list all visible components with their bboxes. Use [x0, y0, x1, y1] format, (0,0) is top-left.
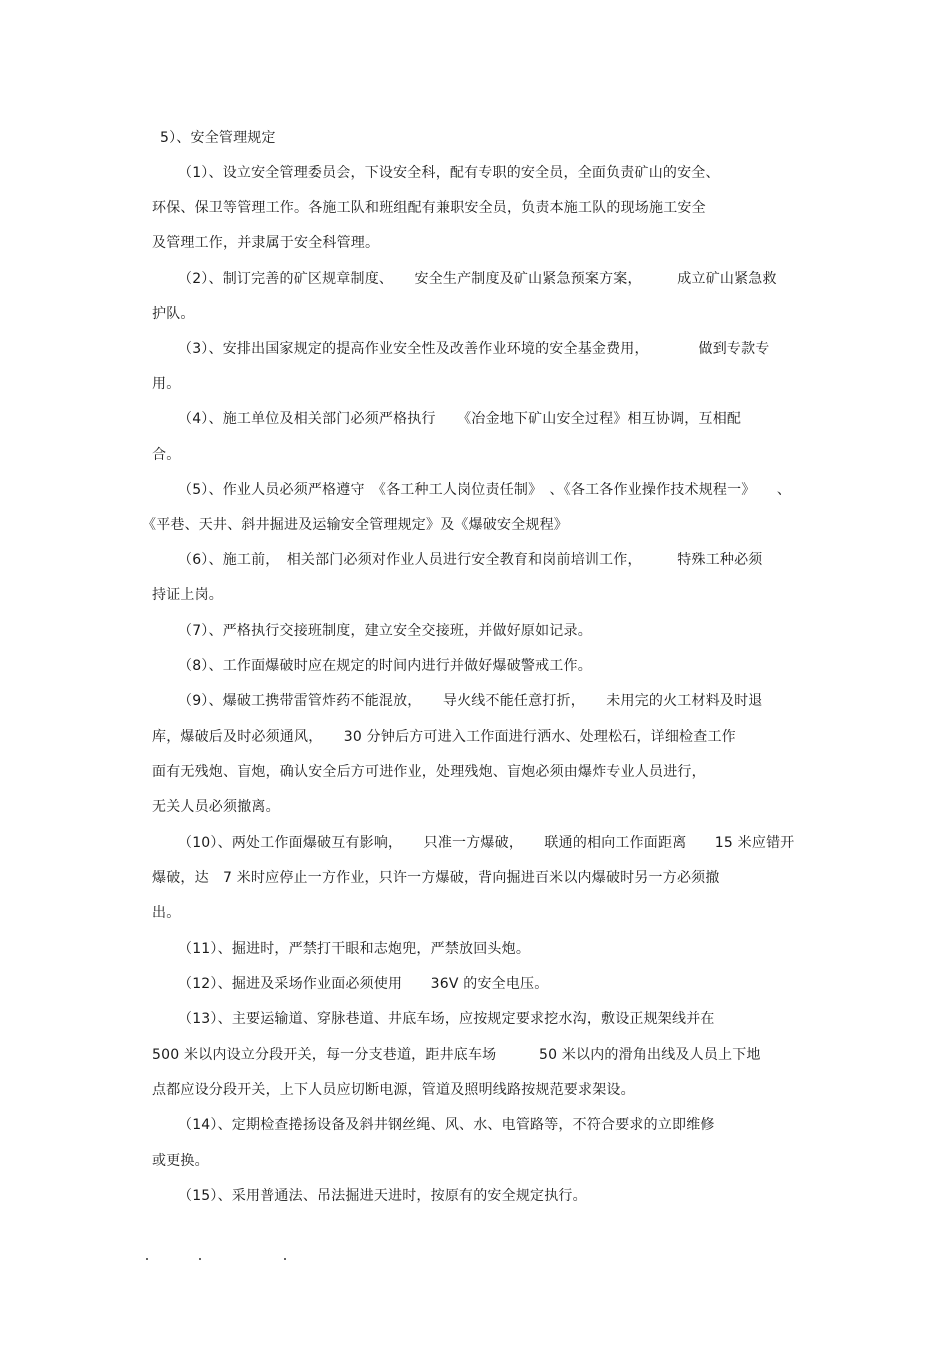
text-line: （1）、设立安全管理委员会，下设安全科，配有专职的安全员，全面负责矿山的安全、 [178, 165, 720, 181]
text-line: （6）、施工前， 相关部门必须对作业人员进行安全教育和岗前培训工作， 特殊工种必须 [178, 552, 763, 568]
text-line: 面有无残炮、盲炮，确认安全后方可进作业，处理残炮、盲炮必须由爆炸专业人员进行， [152, 764, 706, 780]
text-line: 点都应设分段开关，上下人员应切断电源，管道及照明线路按规范要求架设。 [152, 1082, 635, 1098]
text-line: （4）、施工单位及相关部门必须严格执行 《冶金地下矿山安全过程》相互协调，互相配 [178, 411, 742, 427]
footer-dot [284, 1258, 286, 1260]
text-line: 环保、保卫等管理工作。各施工队和班组配有兼职安全员，负责本施工队的现场施工安全 [152, 200, 706, 216]
text-line: （13）、主要运输道、穿脉巷道、井底车场，应按规定要求挖水沟，敷设正规架线并在 [178, 1011, 715, 1027]
text-line: 500 米以内设立分段开关，每一分支巷道，距井底车场 50 米以内的滑角出线及人员上下地 [152, 1047, 761, 1063]
text-line: （10）、两处工作面爆破互有影响， 只准一方爆破， 联通的相向工作面距离 15 米应错开 [178, 835, 795, 851]
footer-dot [146, 1258, 148, 1260]
text-line: 合。 [152, 447, 181, 463]
text-line: 护队。 [152, 306, 195, 322]
footer-dot [199, 1258, 201, 1260]
text-line: （15）、采用普通法、吊法掘进天进时，按原有的安全规定执行。 [178, 1188, 587, 1204]
text-line: 及管理工作，并隶属于安全科管理。 [152, 235, 380, 251]
text-line: （5）、作业人员必须严格遵守 《各工种工人岗位责任制》 、《各工各作业操作技术规程一》 、 [178, 482, 792, 498]
text-line: （14）、定期检查捲扬设备及斜井钢丝绳、风、水、电管路等，不符合要求的立即维修 [178, 1117, 715, 1133]
text-line: （2）、制订完善的矿区规章制度、 安全生产制度及矿山紧急预案方案， 成立矿山紧急救 [178, 271, 777, 287]
text-line: 出。 [152, 905, 181, 921]
section-heading: 5）、安全管理规定 [160, 130, 276, 146]
text-line: （7）、严格执行交接班制度，建立安全交接班，并做好原如记录。 [178, 623, 592, 639]
text-line: 爆破，达 7 米时应停止一方作业，只许一方爆破，背向掘进百米以内爆破时另一方必须撤 [152, 870, 720, 886]
text-line: 或更换。 [152, 1153, 209, 1169]
text-line: （12）、掘进及采场作业面必须使用 36V 的安全电压。 [178, 976, 549, 992]
text-line: 用。 [152, 376, 181, 392]
text-line: 库，爆破后及时必须通风， 30 分钟后方可进入工作面进行洒水、处理松石，详细检查工作 [152, 729, 736, 745]
text-line: （11）、掘进时，严禁打干眼和志炮兜，严禁放回头炮。 [178, 941, 531, 957]
text-line: 无关人员必须撤离。 [152, 799, 280, 815]
text-line: 《平巷、天井、斜井掘进及运输安全管理规定》及《爆破安全规程》 [142, 517, 568, 533]
text-line: （3）、安排出国家规定的提高作业安全性及改善作业环境的安全基金费用， 做到专款专 [178, 341, 770, 357]
text-line: 持证上岗。 [152, 587, 223, 603]
text-line: （8）、工作面爆破时应在规定的时间内进行并做好爆破警戒工作。 [178, 658, 592, 674]
text-line: （9）、爆破工携带雷管炸药不能混放， 导火线不能任意打折， 未用完的火工材料及时退 [178, 693, 763, 709]
